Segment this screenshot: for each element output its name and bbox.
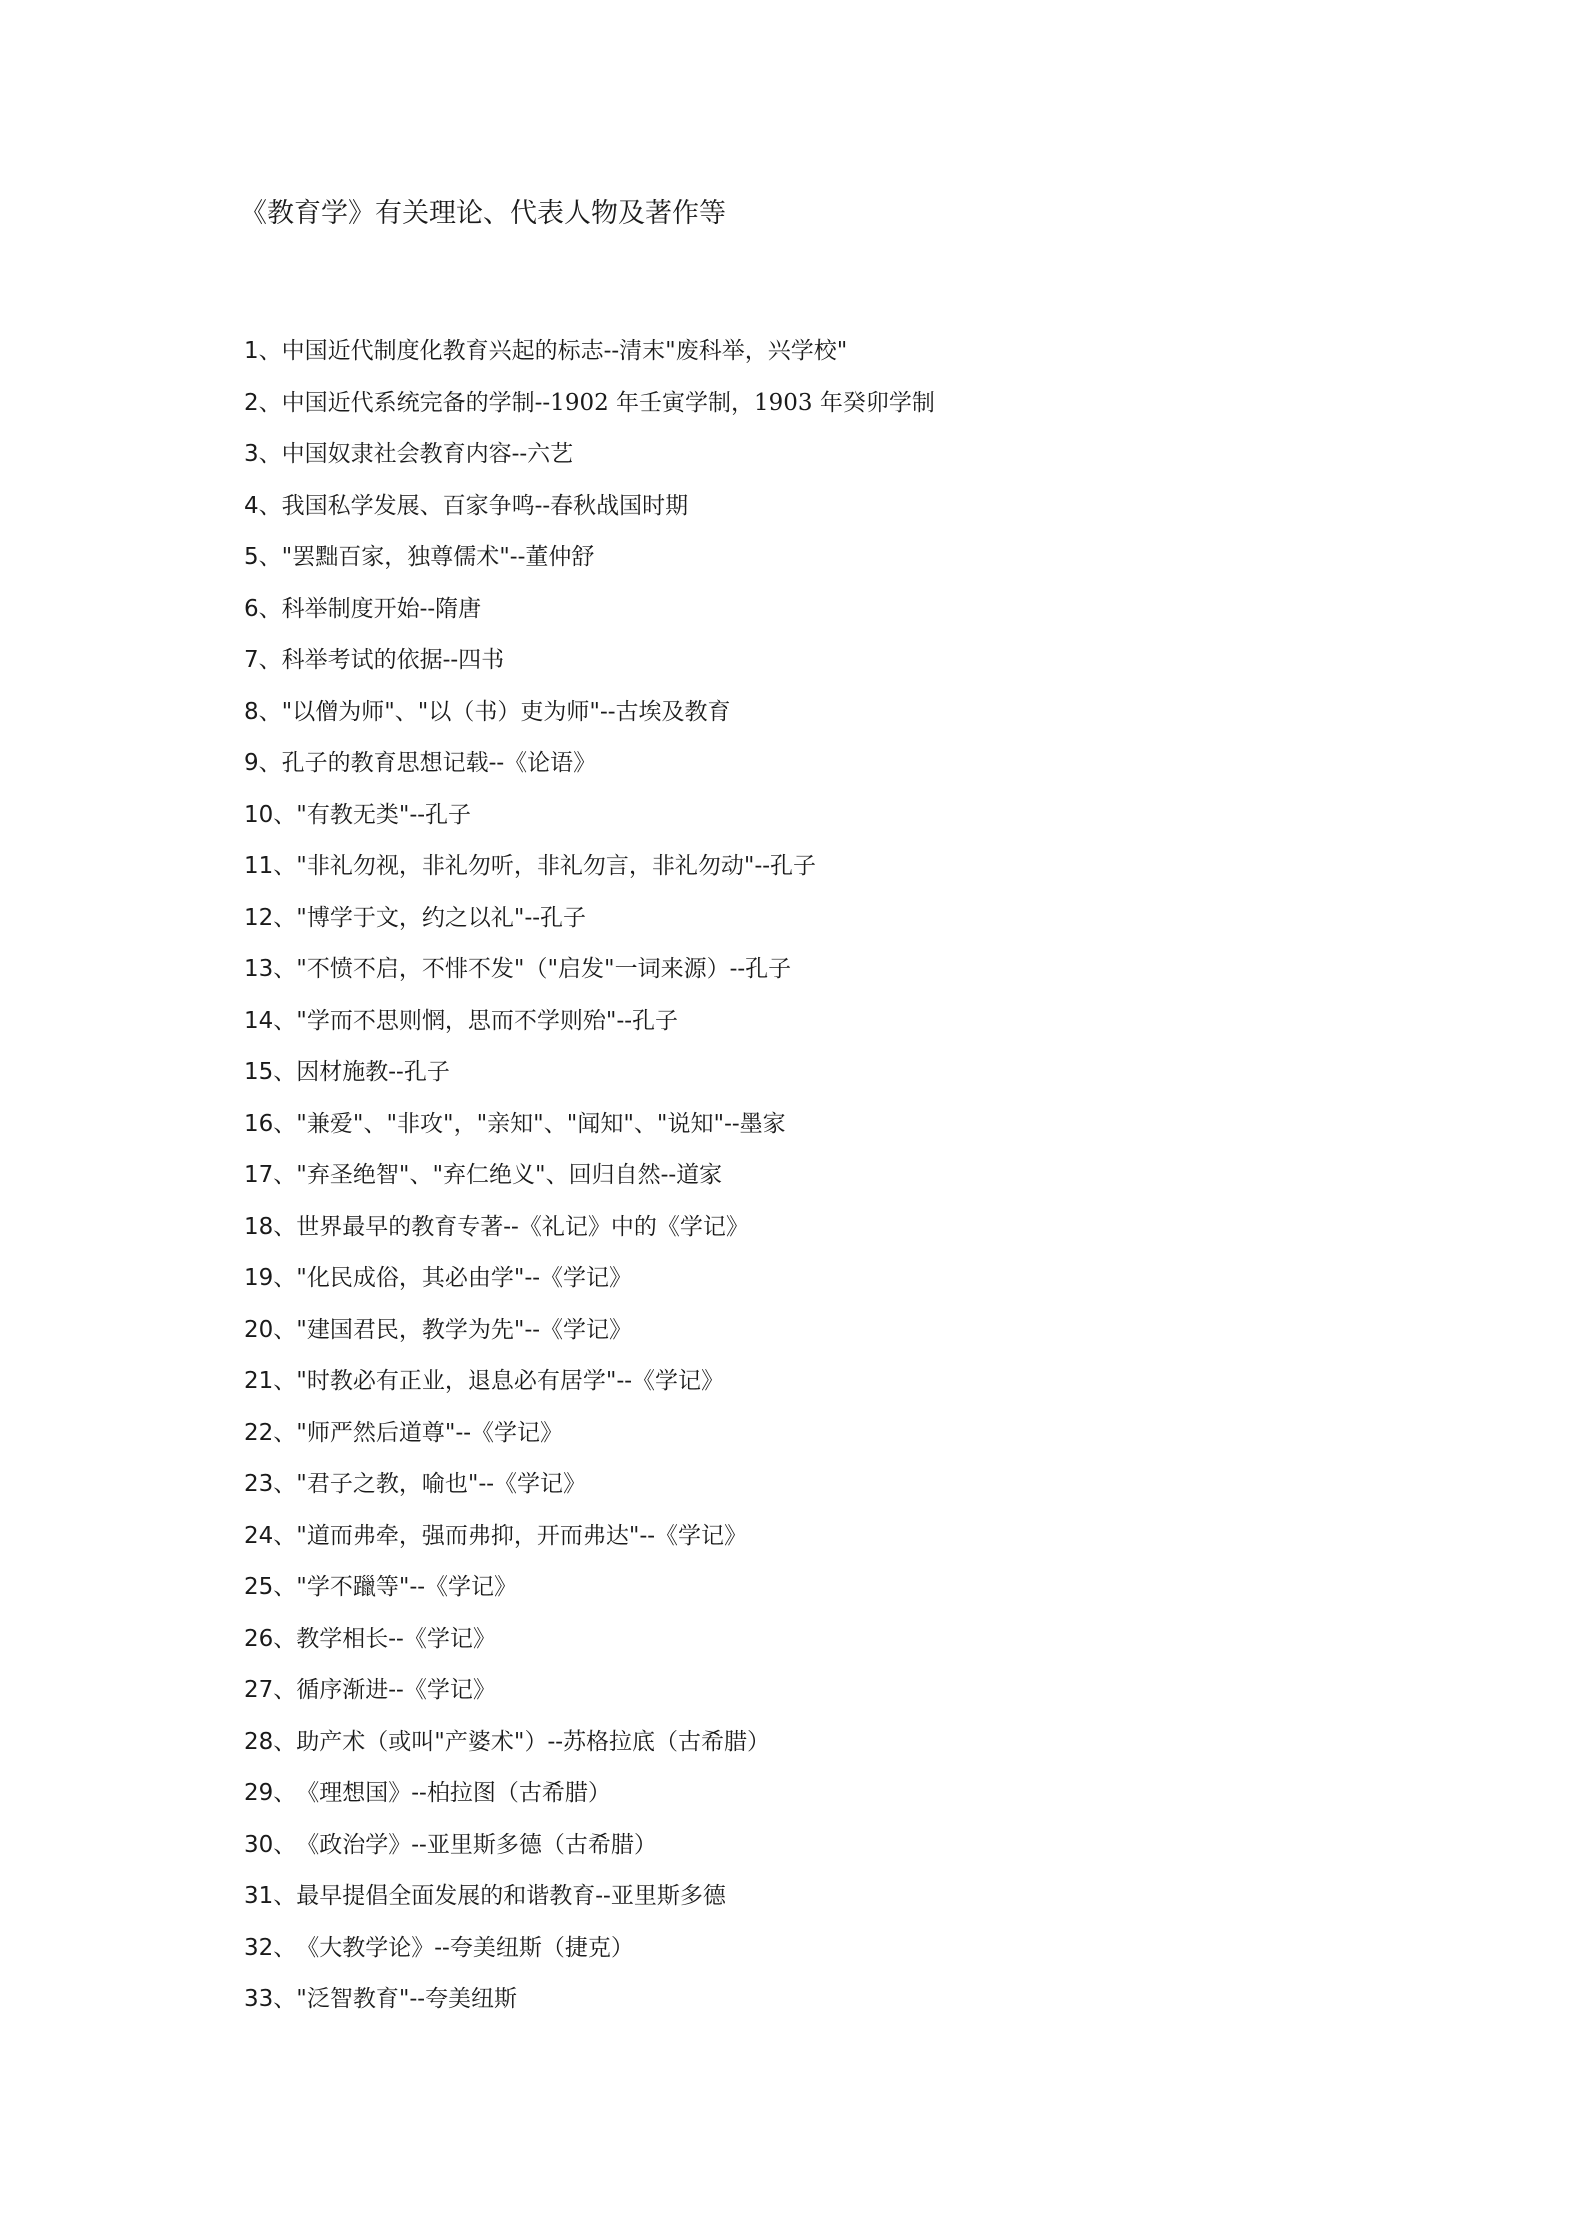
list-item: [244, 1366, 935, 1418]
list-item: [244, 748, 935, 800]
list-item-number: 11、: [244, 853, 297, 879]
list-item-number: 7、: [244, 647, 282, 673]
list-item-number: 18、: [244, 1213, 297, 1240]
list-item: [244, 1984, 935, 2036]
list-item-number: 13、: [244, 956, 297, 982]
list-item-text: "博学于文，约之以礼"--孔子: [296, 904, 586, 931]
list-item-number: 26、: [244, 1625, 297, 1652]
list-item: [244, 336, 935, 388]
list-item-number: 21、: [244, 1368, 297, 1394]
list-item-number: 10、: [244, 801, 297, 828]
list-item-number: 5、: [244, 544, 282, 570]
list-item-number: 25、: [244, 1574, 297, 1600]
list-item-number: 27、: [244, 1677, 297, 1703]
list-item-number: 30、: [244, 1831, 297, 1858]
list-item: [244, 1057, 935, 1109]
list-item-text: "罢黜百家，独尊儒术"--董仲舒: [281, 544, 595, 570]
list-item-text: 中国奴隶社会教育内容--六艺: [281, 441, 574, 467]
list-item-number: 1、: [244, 338, 282, 364]
list-item: [244, 1572, 935, 1624]
list-item-text: "化民成俗，其必由学"--《学记》: [296, 1265, 632, 1291]
list-item: [244, 1160, 935, 1212]
list-item-text: 最早提倡全面发展的和谐教育--亚里斯多德: [296, 1883, 726, 1909]
list-item-text: 世界最早的教育专著--《礼记》中的《学记》: [296, 1213, 749, 1240]
list-item-text: 助产术（或叫"产婆术"）--苏格拉底（古希腊）: [296, 1728, 770, 1755]
list-item: [244, 1469, 935, 1521]
list-item: [244, 1006, 935, 1058]
list-item: [244, 1521, 935, 1573]
list-item-number: 8、: [244, 698, 282, 725]
list-item-number: 31、: [244, 1883, 297, 1909]
list-item-text: 我国私学发展、百家争鸣--春秋战国时期: [281, 492, 689, 519]
list-item-text: "学而不思则惘，思而不学则殆"--孔子: [296, 1007, 678, 1034]
document-title: 《教育学》有关理论、代表人物及著作等: [240, 198, 726, 229]
list-item-text: 《大教学论》--夸美纽斯（捷克）: [296, 1934, 634, 1961]
list-item: [244, 851, 935, 903]
list-item: [244, 903, 935, 955]
list-item-number: 28、: [244, 1728, 297, 1755]
list-item-text: 科举制度开始--隋唐: [281, 595, 482, 622]
list-item-text: "建国君民，教学为先"--《学记》: [296, 1316, 632, 1343]
list-item-text: "以僧为师"、"以（书）吏为师"--古埃及教育: [281, 698, 731, 725]
list-item-number: 19、: [244, 1265, 297, 1291]
item-list: [244, 336, 935, 2036]
list-item: [244, 954, 935, 1006]
list-item-text: "师严然后道尊"--《学记》: [296, 1419, 563, 1446]
list-item-number: 9、: [244, 750, 282, 776]
list-item-text: "时教必有正业，退息必有居学"--《学记》: [296, 1368, 724, 1394]
list-item-number: 33、: [244, 1986, 297, 2012]
list-item-number: 16、: [244, 1110, 297, 1137]
list-item-number: 15、: [244, 1059, 297, 1085]
list-item-text: "泛智教育"--夸美纽斯: [296, 1986, 517, 2012]
list-item: [244, 1675, 935, 1727]
list-item: [244, 1109, 935, 1161]
list-item-text: 循序渐进--《学记》: [296, 1677, 496, 1703]
list-item-number: 23、: [244, 1471, 297, 1497]
list-item-number: 17、: [244, 1162, 297, 1188]
list-item: [244, 1315, 935, 1367]
list-item-text: 教学相长--《学记》: [296, 1625, 496, 1652]
list-item: [244, 542, 935, 594]
list-item: [244, 1778, 935, 1830]
list-item-number: 22、: [244, 1419, 297, 1446]
list-item: [244, 1933, 935, 1985]
list-item-text: 《理想国》--柏拉图（古希腊）: [296, 1780, 611, 1806]
list-item: [244, 697, 935, 749]
list-item: [244, 491, 935, 543]
list-item: [244, 1881, 935, 1933]
list-item-number: 24、: [244, 1522, 297, 1549]
list-item-text: 中国近代系统完备的学制--1902 年壬寅学制，1903 年癸卯学制: [281, 389, 935, 416]
list-item-number: 4、: [244, 492, 282, 519]
list-item-number: 12、: [244, 904, 297, 931]
list-item: [244, 1263, 935, 1315]
list-item-text: "兼爱"、"非攻"，"亲知"、"闻知"、"说知"--墨家: [296, 1110, 786, 1137]
list-item-text: "不愤不启，不悱不发"（"启发"一词来源）--孔子: [296, 956, 792, 982]
list-item-text: 中国近代制度化教育兴起的标志--清末"废科举，兴学校": [281, 338, 848, 364]
list-item-text: "君子之教，喻也"--《学记》: [296, 1471, 586, 1497]
list-item-text: 孔子的教育思想记载--《论语》: [281, 750, 597, 776]
list-item: [244, 1212, 935, 1264]
list-item-number: 3、: [244, 441, 282, 467]
list-item: [244, 388, 935, 440]
list-item-text: 《政治学》--亚里斯多德（古希腊）: [296, 1831, 657, 1858]
list-item: [244, 1830, 935, 1882]
list-item: [244, 1418, 935, 1470]
list-item: [244, 1624, 935, 1676]
list-item-number: 29、: [244, 1780, 297, 1806]
list-item-text: "道而弗牵，强而弗抑，开而弗达"--《学记》: [296, 1522, 747, 1549]
list-item-number: 14、: [244, 1007, 297, 1034]
list-item-number: 32、: [244, 1934, 297, 1961]
list-item-text: 因材施教--孔子: [296, 1059, 450, 1085]
list-item-number: 20、: [244, 1316, 297, 1343]
list-item-number: 6、: [244, 595, 282, 622]
list-item-text: "非礼勿视，非礼勿听，非礼勿言，非礼勿动"--孔子: [296, 853, 816, 879]
list-item-text: 科举考试的依据--四书: [281, 647, 505, 673]
list-item: [244, 645, 935, 697]
list-item: [244, 1727, 935, 1779]
list-item-number: 2、: [244, 389, 282, 416]
list-item: [244, 800, 935, 852]
list-item-text: "弃圣绝智"、"弃仁绝义"、回归自然--道家: [296, 1162, 723, 1188]
list-item: [244, 439, 935, 491]
list-item-text: "有教无类"--孔子: [296, 801, 471, 828]
list-item-text: "学不躐等"--《学记》: [296, 1574, 517, 1600]
list-item: [244, 594, 935, 646]
